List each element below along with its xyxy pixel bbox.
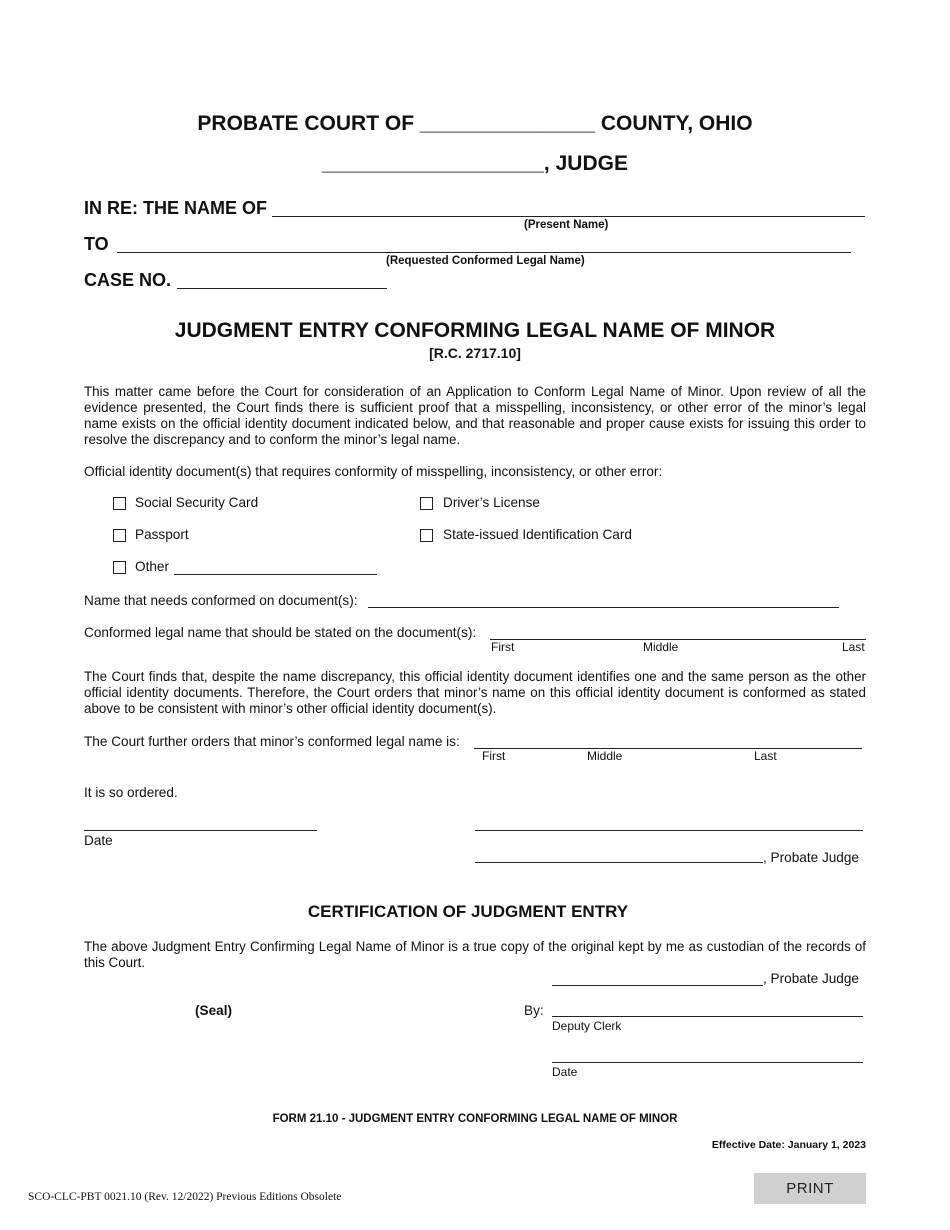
- intro-paragraph: This matter came before the Court for consideration of an Application to Conform Legal Name of Minor. Upon review of all the evidence presented, the Court finds there is sufficient proof that a misspelling, inconsistency, or other error of the minor’s legal name exists on the official identity document indicated below, and that reasonable and proper cause exists for issuing this order to resolve the discrepancy and to conform the minor’s legal name.: [84, 384, 866, 447]
- further-last-caption: Last: [754, 749, 777, 763]
- findings-paragraph: The Court finds that, despite the name discrepancy, this official identity document identifies one and the same person as the other official identity documents. Therefore, the Court orders that minor’s name on this official identity document is conformed as stated above to be consistent with minor’s other official identity document(s).: [84, 669, 866, 716]
- certification-text: The above Judgment Entry Confirming Legal Name of Minor is a true copy of the original kept by me as custodian of the records of this Court.: [84, 939, 866, 970]
- so-ordered-text: It is so ordered.: [84, 785, 178, 800]
- to-label: TO: [84, 234, 109, 254]
- requested-name-caption: (Requested Conformed Legal Name): [386, 255, 585, 267]
- deputy-clerk-line[interactable]: [552, 1016, 863, 1017]
- order-judge-label: , Probate Judge: [763, 850, 859, 865]
- social-security-label: Social Security Card: [135, 495, 259, 510]
- form-code: SCO-CLC-PBT 0021.10 (Rev. 12/2022) Previous Editions Obsolete: [28, 1191, 342, 1203]
- print-button[interactable]: PRINT: [754, 1173, 866, 1204]
- other-line[interactable]: [174, 574, 377, 575]
- documents-prompt: Official identity document(s) that requires conformity of misspelling, inconsistency, or other error:: [84, 464, 663, 479]
- cert-date-label: Date: [552, 1065, 578, 1079]
- other-checkbox[interactable]: [113, 561, 126, 579]
- case-no-label: CASE NO.: [84, 270, 172, 290]
- state-id-label: State-issued Identification Card: [443, 527, 632, 542]
- present-name-line[interactable]: [272, 216, 865, 217]
- drivers-license-checkbox[interactable]: [420, 497, 433, 515]
- other-label: Other: [135, 559, 169, 574]
- order-date-label: Date: [84, 833, 113, 848]
- requested-name-line[interactable]: [117, 252, 851, 253]
- court-header: PROBATE COURT OF _______________ COUNTY, OHIO: [197, 112, 753, 135]
- further-middle-caption: Middle: [587, 749, 623, 763]
- order-judge-name-line[interactable]: [475, 862, 763, 863]
- footer-form-title: FORM 21.10 - JUDGMENT ENTRY CONFORMING LEGAL NAME OF MINOR: [272, 1113, 678, 1125]
- present-name-caption: (Present Name): [524, 219, 609, 231]
- form-title: JUDGMENT ENTRY CONFORMING LEGAL NAME OF MINOR: [174, 319, 776, 342]
- cert-judge-line[interactable]: [552, 985, 763, 986]
- further-orders-line[interactable]: [474, 748, 862, 749]
- further-orders-label: The Court further orders that minor’s conformed legal name is:: [84, 734, 460, 749]
- conformed-last-caption: Last: [842, 640, 865, 654]
- order-date-line[interactable]: [84, 830, 317, 831]
- judge-header: ___________________, JUDGE: [322, 152, 628, 175]
- state-id-checkbox[interactable]: [420, 529, 433, 547]
- seal-label: (Seal): [195, 1003, 233, 1018]
- deputy-clerk-label: Deputy Clerk: [552, 1019, 622, 1033]
- effective-date: Effective Date: January 1, 2023: [711, 1139, 866, 1151]
- certification-title: CERTIFICATION OF JUDGMENT ENTRY: [307, 902, 629, 921]
- case-no-line[interactable]: [177, 288, 387, 289]
- conformed-middle-caption: Middle: [643, 640, 679, 654]
- needs-conformed-line[interactable]: [368, 607, 839, 608]
- cert-date-line[interactable]: [552, 1062, 863, 1063]
- passport-label: Passport: [135, 527, 189, 542]
- conformed-name-label: Conformed legal name that should be stated on the document(s):: [84, 625, 477, 640]
- social-security-checkbox[interactable]: [113, 497, 126, 515]
- cert-judge-label: , Probate Judge: [763, 971, 859, 986]
- needs-conformed-label: Name that needs conformed on document(s):: [84, 593, 358, 608]
- passport-checkbox[interactable]: [113, 529, 126, 547]
- conformed-first-caption: First: [491, 640, 515, 654]
- order-signature-line[interactable]: [475, 830, 863, 831]
- statute-reference: [R.C. 2717.10]: [429, 345, 521, 361]
- by-label: By:: [524, 1003, 544, 1018]
- drivers-license-label: Driver’s License: [443, 495, 540, 510]
- in-re-label: IN RE: THE NAME OF: [84, 198, 267, 218]
- further-first-caption: First: [482, 749, 506, 763]
